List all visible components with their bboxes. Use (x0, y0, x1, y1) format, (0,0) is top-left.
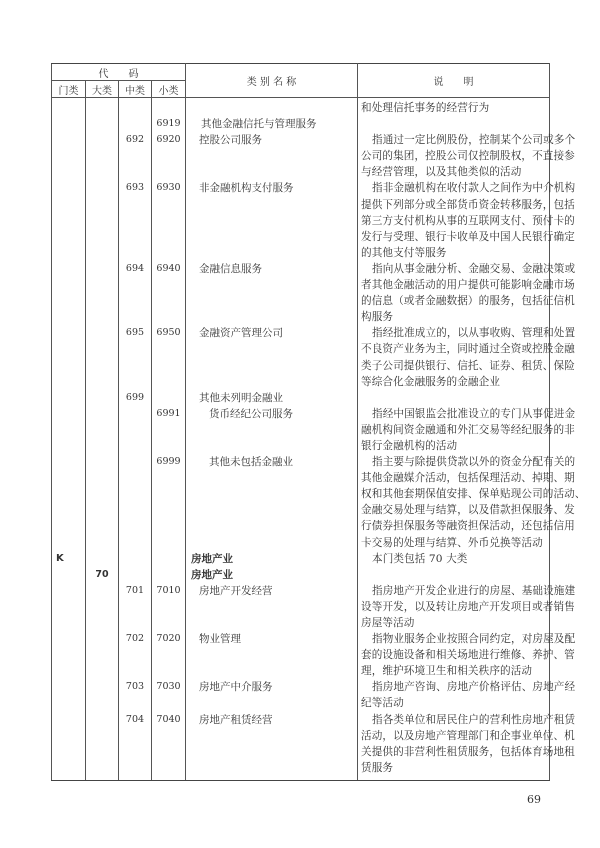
description (358, 116, 550, 132)
header-category-name: 类 别 名 称 (186, 64, 358, 98)
group-code (119, 261, 152, 325)
description-line (361, 116, 549, 132)
category-name (186, 325, 358, 389)
group-code (119, 325, 152, 389)
section-code (52, 551, 86, 567)
class-code-text: 6940 (156, 262, 181, 274)
description-line: 指房地产开发企业进行的房屋、基础设施建 (372, 584, 576, 597)
class-code (152, 454, 186, 551)
group-code-text: 692 (125, 134, 145, 146)
group-code (119, 583, 152, 631)
category-name-text: 房地产开发经营 (199, 584, 273, 597)
description-line: 理，维护环境卫生和相关秩序的活动 (361, 665, 533, 678)
description-line: 公司的集团，控股公司仅控制股权，不直接参 (361, 150, 575, 163)
class-code (152, 100, 186, 116)
class-code-text: 6920 (156, 134, 181, 146)
division-code-text (86, 583, 118, 599)
section-code-text: K (56, 552, 64, 564)
group-code-text (119, 116, 151, 132)
category-name-text: 货币经纪公司服务 (209, 407, 293, 420)
table-row (52, 390, 550, 406)
category-name-text (191, 100, 357, 116)
group-code (119, 551, 152, 567)
description-line: 指经批准成立的，以从事收购、管理和处置 (372, 327, 576, 340)
group-code-text: 703 (125, 681, 145, 693)
category-name (186, 454, 358, 551)
description-line (361, 567, 549, 583)
group-code-text (119, 454, 151, 470)
class-code-text: 7030 (156, 681, 181, 693)
header-division: 大类 (86, 81, 119, 98)
table-row (52, 180, 550, 260)
table-row (52, 567, 550, 583)
class-code (152, 116, 186, 132)
description (358, 551, 550, 567)
category-name (186, 679, 358, 711)
description-line: 指非金融机构在收付款人之间作为中介机构 (372, 182, 576, 195)
division-code (86, 406, 119, 454)
division-code-text (86, 551, 118, 567)
class-code-text: 7010 (156, 584, 181, 596)
description-line: 融机构间资金融通和外汇交易等经纪服务的非 (361, 423, 575, 436)
class-code (152, 631, 186, 679)
group-code-text (119, 406, 151, 422)
spacer-cell (119, 776, 152, 781)
group-code (119, 116, 152, 132)
group-code-text: 694 (125, 262, 145, 274)
group-code-text (119, 567, 151, 583)
description (358, 180, 576, 260)
header-group: 中类 (119, 81, 152, 98)
group-code (119, 100, 152, 116)
description-line: 权和其他套期保值安排、保单贴现公司的活动、 (361, 488, 586, 501)
class-code (152, 406, 186, 454)
table-row (52, 116, 550, 132)
section-code-text (56, 583, 85, 599)
category-name (186, 583, 358, 631)
table-row (52, 712, 550, 776)
category-name-text: 房地产中介服务 (199, 681, 273, 694)
description (358, 712, 576, 776)
group-code (119, 567, 152, 583)
class-code-text (152, 551, 185, 567)
category-name (186, 261, 358, 325)
table-body (52, 98, 586, 781)
spacer-cell (186, 776, 358, 781)
category-name (186, 406, 358, 454)
section-code (52, 325, 86, 389)
section-code (52, 679, 86, 711)
class-code (152, 261, 186, 325)
description (358, 261, 576, 325)
category-name-text: 房地产租赁经营 (199, 713, 273, 726)
division-code-text (86, 261, 118, 277)
industry-classification-table (51, 63, 586, 781)
category-name-text: 房地产业 (191, 552, 233, 565)
group-code-text: 701 (125, 584, 145, 596)
group-code (119, 180, 152, 260)
group-code-text: 695 (125, 327, 145, 339)
description-line (361, 390, 549, 406)
group-code-text: 693 (125, 182, 145, 194)
group-code (119, 679, 152, 711)
description-line: 房屋等活动 (361, 617, 415, 629)
section-code-text (56, 454, 85, 470)
section-code-text (56, 567, 85, 583)
description (358, 100, 550, 116)
description-line: 银行金融机构的活动 (361, 439, 458, 452)
division-code-text (86, 406, 118, 422)
description-line: 等综合化金融服务的金融企业 (361, 375, 501, 388)
group-code-text: 699 (125, 391, 145, 403)
division-code (86, 261, 119, 325)
header-code: 代 码 (52, 64, 186, 81)
table-row (52, 261, 550, 325)
table-row (52, 583, 550, 631)
category-name-text: 房地产业 (191, 568, 233, 581)
category-name-text: 其他金融信托与管理服务 (201, 118, 317, 131)
category-name (186, 116, 358, 132)
table-header (52, 64, 550, 98)
class-code (152, 679, 186, 711)
division-code-text (86, 116, 118, 132)
section-code-text (56, 406, 85, 422)
description (358, 567, 550, 583)
group-code (119, 631, 152, 679)
group-code-text: 704 (125, 713, 145, 725)
section-code-text (56, 116, 85, 132)
section-code-text (56, 180, 85, 196)
category-name (186, 180, 358, 260)
division-code-text (86, 390, 118, 406)
division-code (86, 712, 119, 776)
division-code (86, 631, 119, 679)
category-name (186, 712, 358, 776)
description-line: 与经营管理，以及其他类似的活动 (361, 166, 522, 179)
class-code-text: 7040 (156, 713, 181, 725)
section-code (52, 180, 86, 260)
page-number: 69 (527, 793, 541, 806)
division-code (86, 100, 119, 116)
section-code (52, 567, 86, 583)
group-code-text: 702 (125, 633, 145, 645)
division-code (86, 454, 119, 551)
description-line: 指通过一定比例股份，控制某个公司或多个 (372, 134, 576, 147)
division-code-text (86, 454, 118, 470)
class-code-text (152, 390, 185, 406)
description (358, 406, 576, 454)
description (358, 390, 550, 406)
class-code (152, 583, 186, 631)
description-line: 指经中国银监会批准设立的专门从事促进金 (372, 407, 576, 420)
division-code-text (86, 132, 118, 148)
description-line: 本门类包括 70 大类 (372, 552, 468, 565)
section-code (52, 132, 86, 180)
division-code (86, 325, 119, 389)
division-code (86, 679, 119, 711)
section-code (52, 261, 86, 325)
section-code-text (56, 100, 85, 116)
category-name-text: 其他未列明金融业 (199, 391, 283, 404)
division-code (86, 390, 119, 406)
class-code (152, 132, 186, 180)
category-name-text: 其他未包括金融业 (209, 456, 293, 469)
section-code (52, 454, 86, 551)
header-class: 小类 (152, 81, 186, 98)
division-code-text (86, 712, 118, 728)
category-name-text: 控股公司服务 (199, 134, 262, 147)
description-line: 卡交易的处理与结算、外币兑换等活动 (361, 536, 543, 549)
group-code-text (119, 100, 151, 116)
spacer-cell (152, 776, 186, 781)
description-line: 的信息（或者金融数据）的服务，包括征信机 (361, 295, 575, 308)
category-name-text: 物业管理 (199, 633, 241, 646)
section-code (52, 116, 86, 132)
description (358, 631, 576, 679)
section-code (52, 390, 86, 406)
section-code-text (56, 631, 85, 647)
class-code (152, 567, 186, 583)
category-name-text: 非金融机构支付服务 (199, 182, 294, 195)
description-line: 其他金融媒介活动，包括保理活动、掉期、期 (361, 472, 575, 485)
group-code (119, 132, 152, 180)
class-code-text: 6930 (156, 182, 181, 194)
category-name (186, 551, 358, 567)
description (358, 325, 576, 389)
division-code-text (86, 679, 118, 695)
description-line: 不良资产业务为主，同时通过全资或控股金融 (361, 343, 575, 356)
spacer-cell (86, 776, 119, 781)
group-code-text (119, 551, 151, 567)
section-code (52, 100, 86, 116)
description-line: 指向从事金融分析、金融交易、金融决策或 (372, 262, 576, 275)
description (358, 583, 576, 631)
class-code (152, 325, 186, 389)
description-line: 第三方支付机构从事的互联网支付、预付卡的 (361, 214, 575, 227)
description-line: 发行与受理、银行卡收单及中国人民银行确定 (361, 230, 575, 243)
group-code (119, 712, 152, 776)
spacer-cell (52, 776, 86, 781)
description-line: 的其他支付等服务 (361, 246, 447, 259)
description-line: 指房地产咨询、房地产价格评估、房地产经 (372, 681, 576, 694)
division-code-text: 70 (95, 568, 109, 580)
division-code-text (86, 325, 118, 341)
class-code (152, 180, 186, 260)
description-line: 行债券担保服务等融资担保活动，还包括信用 (361, 520, 575, 533)
class-code (152, 712, 186, 776)
category-name (186, 567, 358, 583)
description-line: 套的设施设备和相关场地进行维修、养护、管 (361, 649, 575, 662)
description-line: 构服务 (361, 311, 394, 324)
section-code (52, 631, 86, 679)
section-code (52, 583, 86, 631)
section-code (52, 406, 86, 454)
description (358, 132, 576, 180)
description-line: 和处理信托事务的经营行为 (361, 102, 490, 114)
description-line: 金融交易处理与结算，以及借款担保服务、发 (361, 504, 575, 517)
division-code (86, 567, 119, 583)
description-line: 指物业服务企业按照合同约定，对房屋及配 (372, 633, 576, 646)
description-line: 者其他金融活动的用户提供可能影响金融市场 (361, 279, 575, 292)
class-code-text (152, 567, 185, 583)
division-code (86, 583, 119, 631)
division-code (86, 132, 119, 180)
description-line: 活动，以及房地产管理部门和企事业单位、机 (361, 729, 575, 742)
header-section: 门类 (52, 81, 86, 98)
table-row (52, 551, 550, 567)
division-code (86, 116, 119, 132)
description-line: 纪等活动 (361, 697, 404, 710)
section-code-text (56, 390, 85, 406)
division-code-text (86, 100, 118, 116)
division-code (86, 551, 119, 567)
description (358, 454, 586, 551)
table-row (52, 454, 550, 551)
description-line: 设等开发，以及转让房地产开发项目或者销售 (361, 600, 575, 613)
section-code (52, 712, 86, 776)
table-row (52, 100, 550, 116)
category-name (186, 132, 358, 180)
category-name-text: 金融资产管理公司 (199, 327, 283, 340)
division-code-text (86, 631, 118, 647)
division-code (86, 180, 119, 260)
class-code-text: 6999 (156, 456, 181, 468)
class-code-text: 6919 (156, 118, 181, 130)
group-code (119, 390, 152, 406)
table-row (52, 406, 550, 454)
class-code-text: 7020 (156, 633, 181, 645)
spacer-cell (358, 776, 550, 781)
header-description: 说 明 (358, 64, 550, 98)
description-line: 类子公司提供银行、信托、证券、租赁、保险 (361, 359, 575, 372)
section-code-text (56, 261, 85, 277)
description-line: 指各类单位和居民住户的营利性房地产租赁 (372, 713, 576, 726)
section-code-text (56, 132, 85, 148)
category-name-text: 金融信息服务 (199, 262, 262, 275)
description-line: 指主要与除提供贷款以外的资金分配有关的 (372, 456, 576, 469)
class-code-text: 6991 (156, 407, 181, 419)
section-code-text (56, 679, 85, 695)
description-line: 提供下列部分或全部货币资金转移服务，包括 (361, 198, 575, 211)
description (358, 679, 576, 711)
group-code (119, 454, 152, 551)
class-code-text: 6950 (156, 327, 181, 339)
division-code-text (86, 180, 118, 196)
table-row (52, 132, 550, 180)
table-row (52, 325, 550, 389)
category-name (186, 390, 358, 406)
table-row (52, 679, 550, 711)
class-code (152, 390, 186, 406)
section-code-text (56, 325, 85, 341)
table-row (52, 631, 550, 679)
class-code (152, 551, 186, 567)
section-code-text (56, 712, 85, 728)
class-code-text (152, 100, 185, 116)
category-name (186, 100, 358, 116)
description-line: 关提供的非营利性租赁服务，包括体育场地租 (361, 745, 575, 758)
group-code (119, 406, 152, 454)
description-line: 赁服务 (361, 761, 394, 774)
category-name (186, 631, 358, 679)
